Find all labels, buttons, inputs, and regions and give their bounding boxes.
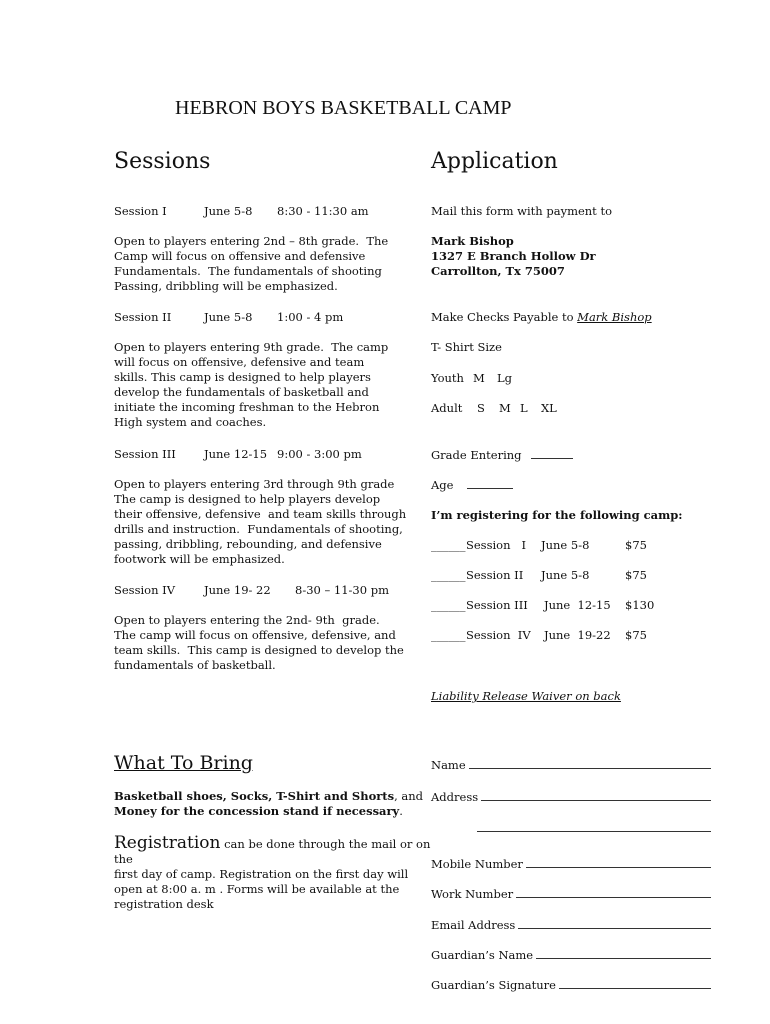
session-description (114, 234, 424, 294)
size-option[interactable]: L (520, 401, 528, 415)
description-line: their offensive, defensive and team skills through (114, 507, 407, 521)
camp-check-blank[interactable]: ______ (431, 568, 466, 582)
waiver-link[interactable]: Liability Release Waiver on back (431, 689, 621, 703)
description-line: team skills. This camp is designed to develop the (114, 643, 404, 657)
field-label: Guardian’s Name (431, 948, 534, 962)
size-option[interactable]: Lg (497, 371, 512, 385)
session-name: Session I (114, 204, 167, 218)
camp-price: $75 (625, 568, 647, 582)
youth-label: Youth (431, 371, 464, 385)
registration-text: open at 8:00 a. m . Forms will be available at the (114, 882, 400, 896)
camp-option[interactable] (431, 628, 731, 643)
description-line: The camp is designed to help players develop (114, 492, 381, 506)
session-dates: June 12-15 (204, 447, 268, 461)
bring-line-bold: Basketball shoes, Socks, T-Shirt and Shorts (114, 789, 395, 803)
description-line: High system and coaches. (114, 415, 267, 429)
form-field[interactable] (431, 977, 711, 993)
field-blank[interactable] (469, 757, 711, 769)
field-blank[interactable] (516, 886, 711, 898)
checks-payee: Mark Bishop (577, 310, 652, 324)
session-header (114, 447, 424, 462)
camp-option[interactable] (431, 598, 731, 613)
description-line: Open to players entering the 2nd- 9th grade. (114, 613, 380, 627)
camp-dates: June 5-8 (541, 568, 590, 582)
registration-text: first day of camp. Registration on the first day will (114, 867, 409, 881)
camp-price: $75 (625, 628, 647, 642)
form-field[interactable] (477, 820, 711, 832)
form-field[interactable] (431, 789, 711, 805)
session-name: Session III (114, 447, 176, 461)
session-description (114, 477, 424, 567)
size-option[interactable]: XL (541, 401, 557, 415)
bring-line-rest: . (399, 804, 403, 818)
address-line: 1327 E Branch Hollow Dr (431, 249, 596, 263)
description-line: skills. This camp is designed to help players (114, 370, 371, 384)
youth-sizes (431, 371, 731, 386)
checks-payable (431, 310, 731, 325)
camp-price: $130 (625, 598, 655, 612)
bring-line-rest: , and (394, 789, 424, 803)
description-line: The camp will focus on offensive, defensive, and (114, 628, 396, 642)
form-field[interactable] (431, 757, 711, 773)
registering-label: I’m registering for the following camp: (431, 508, 683, 522)
age-label: Age (431, 478, 454, 492)
field-label: Address (431, 790, 479, 804)
size-option[interactable]: M (499, 401, 511, 415)
adult-label: Adult (431, 401, 463, 415)
field-label: Work Number (431, 887, 514, 901)
checks-prefix: Make Checks Payable to (431, 310, 578, 324)
what-to-bring-heading: What To Bring (114, 752, 253, 774)
registration-heading: Registration (114, 833, 221, 853)
camp-dates: June 12-15 (544, 598, 611, 612)
application-heading: Application (431, 149, 558, 174)
field-blank[interactable] (526, 856, 711, 868)
session-name: Session II (114, 310, 172, 324)
session-description (114, 613, 424, 673)
form-field[interactable] (431, 917, 711, 933)
session-dates: June 5-8 (204, 204, 253, 218)
sessions-heading: Sessions (114, 149, 211, 174)
field-blank[interactable] (518, 917, 711, 929)
field-label: Mobile Number (431, 857, 523, 871)
session-header (114, 583, 424, 598)
session-description (114, 340, 424, 430)
page-title: HEBRON BOYS BASKETBALL CAMP (175, 97, 512, 119)
field-blank[interactable] (536, 947, 711, 959)
session-header (114, 204, 424, 219)
camp-price: $75 (625, 538, 647, 552)
form-field[interactable] (431, 886, 711, 902)
field-blank[interactable] (559, 977, 711, 989)
camp-check-blank[interactable]: ______ (431, 628, 466, 642)
adult-sizes (431, 401, 731, 416)
grade-field[interactable] (431, 447, 731, 463)
size-option[interactable]: M (473, 371, 485, 385)
camp-name: Session II (466, 568, 524, 582)
description-line: passing, dribbling, rebounding, and defensive (114, 537, 382, 551)
registration-text: registration desk (114, 897, 214, 911)
grade-blank[interactable] (531, 447, 573, 459)
mail-text: Mail this form with payment to (431, 204, 613, 218)
description-line: will focus on offensive, defensive and team (114, 355, 365, 369)
session-time: 1:00 - 4 pm (277, 310, 344, 324)
camp-dates: June 19-22 (544, 628, 611, 642)
field-label: Guardian’s Signature (431, 978, 556, 992)
description-line: fundamentals of basketball. (114, 658, 276, 672)
age-field[interactable] (431, 477, 731, 493)
description-line: initiate the incoming freshman to the Hebron (114, 400, 380, 414)
session-time: 8-30 – 11-30 pm (295, 583, 389, 597)
session-dates: June 19- 22 (204, 583, 271, 597)
description-line: Open to players entering 9th grade. The camp (114, 340, 389, 354)
description-line: Open to players entering 2nd – 8th grade. The (114, 234, 389, 248)
description-line: develop the fundamentals of basketball and (114, 385, 369, 399)
registration-info (114, 833, 434, 912)
size-option[interactable]: S (477, 401, 485, 415)
field-blank[interactable] (477, 820, 711, 832)
session-name: Session IV (114, 583, 175, 597)
camp-option[interactable] (431, 538, 731, 553)
field-label: Name (431, 758, 466, 772)
camp-dates: June 5-8 (541, 538, 590, 552)
camp-check-blank[interactable]: ______ (431, 538, 466, 552)
tshirt-label: T- Shirt Size (431, 340, 502, 354)
session-dates: June 5-8 (204, 310, 253, 324)
session-header (114, 310, 424, 325)
registration-text: can be done through the mail or on the (114, 837, 431, 866)
address-line: Mark Bishop (431, 234, 514, 248)
session-time: 9:00 - 3:00 pm (277, 447, 362, 461)
description-line: Passing, dribbling will be emphasized. (114, 279, 338, 293)
description-line: Open to players entering 3rd through 9th grade (114, 477, 395, 491)
session-time: 8:30 - 11:30 am (277, 204, 369, 218)
address-line: Carrollton, Tx 75007 (431, 264, 565, 278)
bring-items (114, 789, 424, 819)
grade-label: Grade Entering (431, 448, 522, 462)
age-blank[interactable] (467, 477, 513, 489)
field-label: Email Address (431, 918, 516, 932)
field-blank[interactable] (481, 789, 711, 801)
description-line: footwork will be emphasized. (114, 552, 285, 566)
form-field[interactable] (431, 947, 711, 963)
description-line: drills and instruction. Fundamentals of shooting, (114, 522, 403, 536)
camp-name: Session III (466, 598, 528, 612)
mailing-address (431, 234, 731, 279)
camp-option[interactable] (431, 568, 731, 583)
camp-name: Session IV (466, 628, 531, 642)
form-field[interactable] (431, 856, 711, 872)
description-line: Camp will focus on offensive and defensive (114, 249, 366, 263)
description-line: Fundamentals. The fundamentals of shooting (114, 264, 382, 278)
camp-check-blank[interactable]: ______ (431, 598, 466, 612)
bring-line-bold: Money for the concession stand if necessary (114, 804, 400, 818)
camp-name: Session I (466, 538, 527, 552)
